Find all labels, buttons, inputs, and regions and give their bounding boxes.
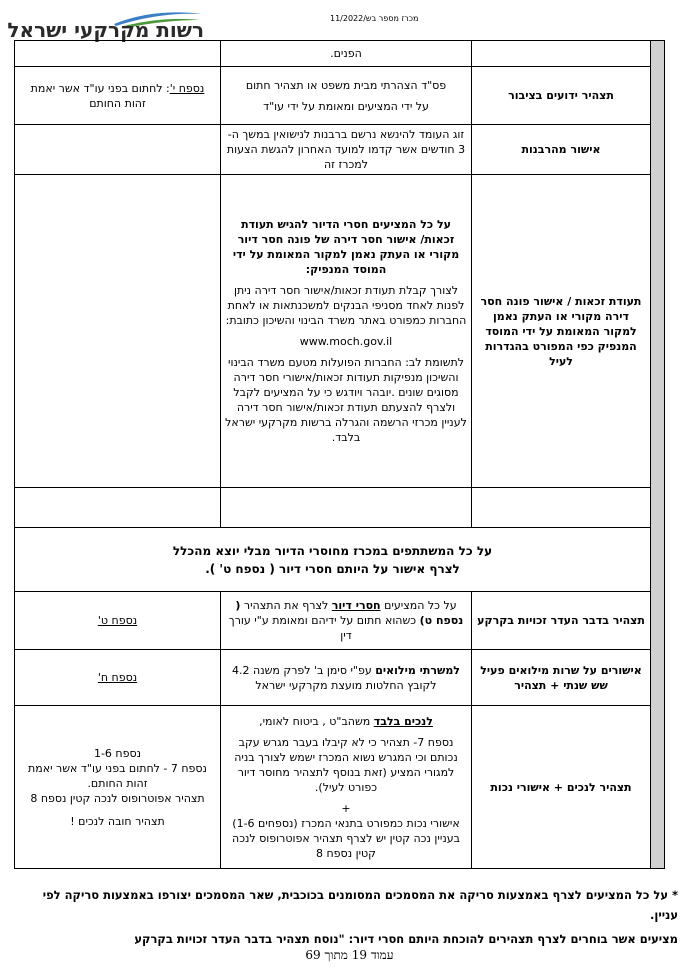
row-title: [472, 488, 651, 528]
row-desc-text: זוג העומד להינשא נרשם ברבנות לנישואין במשך ה- 3 חודשים אשר קדמו למועד האחרון להגשת הצעות למכרז זה: [226, 128, 466, 171]
row-description: [221, 592, 472, 650]
row-note-line: נספח 7 - לחתום בפני עו"ד אשר יאמת זהות החותם.: [28, 761, 207, 790]
plus-sign: +: [341, 801, 351, 815]
logo-text: רשות מקרקעי ישראל: [7, 18, 204, 42]
row-desc-line: פס"ד הצהרתי מבית משפט או תצהיר חתום: [245, 78, 447, 92]
row-desc-text: הפנים.: [330, 47, 362, 60]
row-description: [221, 175, 472, 488]
row-title-text: תצהיר ידועים בציבור: [508, 89, 614, 102]
footer-line: מציעים אשר בוחרים לצרף תצהירים להוכחת היותם חסרי דיור: "נוסח תצהיר בדבר העדר זכויות בקרקע: [134, 932, 678, 946]
row-desc-bold: על כל המציעים חסרי הדיור להגיש תעודת זכאות/ אישור חסר דירה של פונה חסר דיור מקורי או העתק נאמן למקור המאומת על ידי המוסד המנפיק:: [232, 218, 460, 276]
row-desc-paragraph: לצורך קבלת תעודת זכאות/אישור חסר דירה ניתן לפנות לאחד מסניפי הבנקים למשכנתאות או לאחת החברות כמפורט באתר משרד הבינוי והשיכון כתובת:: [225, 284, 467, 327]
desc-part-bold: ( נספח ט): [235, 599, 464, 627]
row-note-line: נספח 1-6: [93, 746, 142, 760]
row-note: [15, 125, 221, 175]
row-title: [472, 592, 651, 650]
row-desc-paragraph: לתשומת לב: החברות הפועלות מטעם משרד הבינוי והשיכון מנפיקות תעודות זכאות/אישורי חסר דירה מסוגים שונים .יובהר ויודגש כי על המציעים לקבל ולצרף להצעתם תעודת זכאות/אישור חסר דירה לעניין מכרזי הרשמה והגרלה ברשות מקרקעי ישראל בלבד.: [225, 356, 467, 444]
row-note: [15, 67, 221, 125]
page-number: עמוד 19 מתוך 69: [305, 948, 394, 962]
grey-margin-column: [651, 41, 665, 869]
row-description: [221, 706, 472, 869]
row-description: [221, 41, 472, 67]
table-row: [15, 706, 665, 869]
footer-line: * על כל המציעים לצרף באמצעות סריקה את המסמכים המסומנים בכוכבית, שאר המסמכים יצורפו באמצעות סריקה לפי עניין.: [42, 888, 678, 922]
desc-part: על כל המציעים: [380, 599, 457, 612]
desc-part-bold: לנכים בלבד: [373, 714, 433, 728]
row-note: [15, 706, 221, 869]
table-row: [15, 592, 665, 650]
row-desc-paragraph: נספח 7- תצהיר כי לא קיבלו בעבר מגרש עקב נכותם וכי המגרש נשוא המכרז ישמש לצורך בניה למגורי המציע (זאת בנוסף לתצהיר מחוסר דיור כפורט לעיל).: [234, 735, 458, 794]
row-description: [221, 488, 472, 528]
row-note: [15, 175, 221, 488]
table-row: [15, 528, 665, 592]
row-note: [15, 488, 221, 528]
row-title-text: תעודת זכאות / אישור פונה חסר דירה מקורי או העתק נאמן למקור המאומת על ידי המוסד המנפיק כפי המפורט בהגדרות לעיל: [480, 294, 642, 368]
row-description: [221, 650, 472, 706]
table-row: [15, 488, 665, 528]
desc-part-bold: למשרתי מילואים: [375, 663, 460, 677]
table-row: [15, 67, 665, 125]
row-note: [15, 592, 221, 650]
row-note-line: תצהיר חובה לנכים !: [70, 814, 165, 828]
desc-part: לצרף את התצהיר: [240, 599, 332, 612]
row-title-text: תצהיר לנכים + אישורי נכות: [490, 780, 632, 794]
desc-part: משהב"ט , ביטוח לאומי,: [259, 714, 374, 728]
row-title: [472, 650, 651, 706]
desc-part-bold: חסרי דיור: [331, 599, 381, 612]
row-title: [472, 706, 651, 869]
moch-url: www.moch.gov.il: [299, 335, 393, 348]
row-note: [15, 650, 221, 706]
footer-notes: [14, 885, 678, 949]
row-title: [472, 67, 651, 125]
desc-part: עפ"י סימן ב' לפרק משנה 4.2 לקובץ החלטות מועצת מקרקעי ישראל: [232, 663, 437, 692]
row-description: [221, 125, 472, 175]
appendix-ref: נספח ט': [97, 614, 138, 627]
requirement-line: לצרף אישור על היותם חסרי דיור ( נספח ט' ).: [205, 561, 460, 576]
general-requirement: [15, 528, 651, 592]
row-note: [15, 41, 221, 67]
row-description: [221, 67, 472, 125]
appendix-ref: נספח ח': [97, 671, 138, 684]
row-title-text: אישורים על שרות מילואים פעיל שש שנתי + תצהיר: [480, 663, 642, 692]
row-title: [472, 125, 651, 175]
table-row: [15, 41, 665, 67]
row-title-text: תצהיר בדבר העדר זכויות בקרקע: [477, 614, 645, 627]
row-title: [472, 41, 651, 67]
row-desc-line: על ידי המציעים ומאומת על ידי עו"ד: [263, 99, 429, 113]
table-row: [15, 650, 665, 706]
desc-part: כשהוא חתום על ידיהם ומאומת ע"י עורך דין: [228, 614, 420, 642]
row-note-text: : לחתום בפני עו"ד אשר יאמת זהות החותם: [30, 81, 170, 110]
requirement-line: על כל המשתתפים במכרז מחוסרי הדיור מבלי יוצא מהכלל: [172, 543, 493, 558]
row-note-line: תצהיר אפוטרופוס לנכה קטין נספח 8: [30, 791, 205, 805]
documents-table: [14, 40, 665, 869]
tender-number: מכרז מספר בש/11/2022: [330, 14, 419, 23]
table-row: [15, 125, 665, 175]
table-row: [15, 175, 665, 488]
row-title: [472, 175, 651, 488]
appendix-ref: נספח י': [169, 81, 205, 95]
row-desc-paragraph: אישורי נכות כמפורט בתנאי המכרז (נספחים 1-6) בעניין נכה קטין יש לצרף תצהיר אפוטרופוס לנכה קטין נספח 8: [232, 816, 460, 860]
row-title-text: אישור מהרבנות: [521, 143, 601, 156]
